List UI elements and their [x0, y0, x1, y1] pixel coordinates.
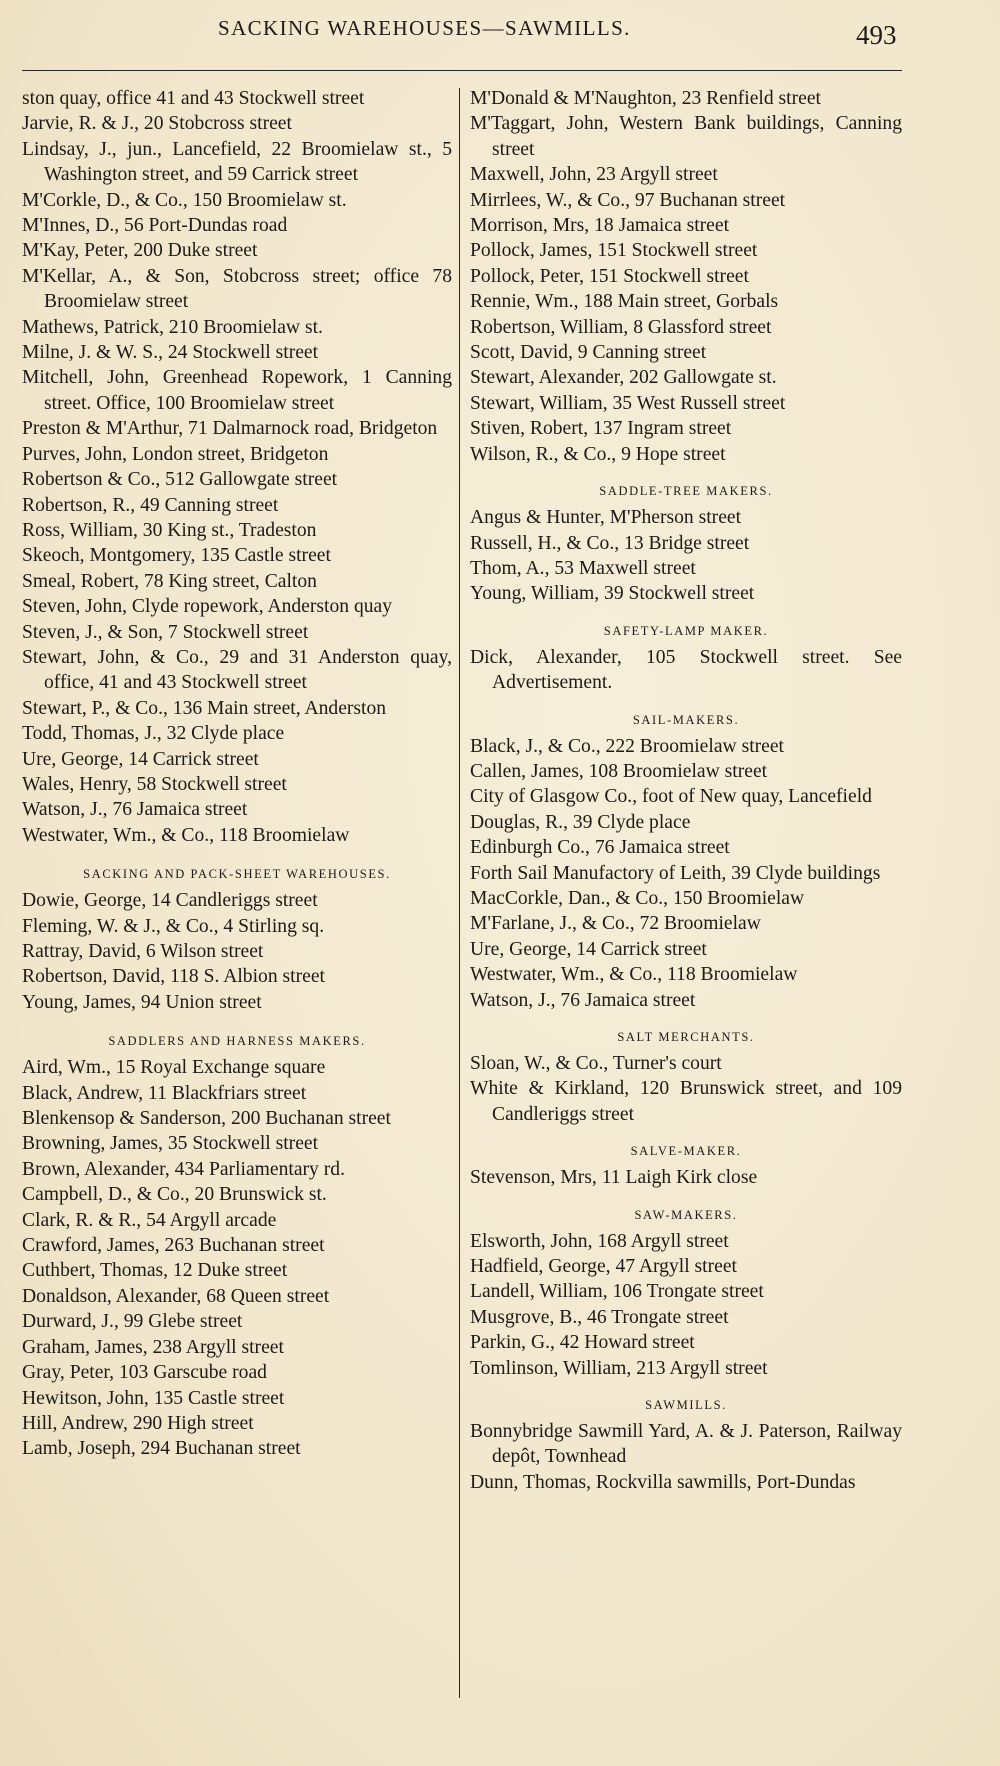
directory-entry: Skeoch, Montgomery, 135 Castle street: [22, 545, 331, 567]
directory-entry: Robertson, David, 118 S. Albion street: [22, 966, 325, 988]
directory-entry: Cuthbert, Thomas, 12 Duke street: [22, 1260, 288, 1282]
directory-entry: Black, J., & Co., 222 Broomielaw street: [470, 735, 784, 757]
directory-entry: Preston & M'Arthur, 71 Dalmarnock road, Bridgeton: [22, 418, 438, 440]
directory-entry: Fleming, W. & J., & Co., 4 Stirling sq.: [22, 915, 325, 937]
directory-entry: Dowie, George, 14 Candleriggs street: [22, 890, 318, 912]
directory-entry: Brown, Alexander, 434 Parliamentary rd.: [22, 1158, 345, 1180]
directory-entry: Wales, Henry, 58 Stockwell street: [22, 773, 287, 795]
directory-entry: Parkin, G., 42 Howard street: [470, 1332, 695, 1354]
directory-entry: Rennie, Wm., 188 Main street, Gorbals: [470, 291, 779, 313]
directory-entry: Stiven, Robert, 137 Ingram street: [470, 418, 732, 440]
directory-entry: Tomlinson, William, 213 Argyll street: [470, 1357, 768, 1379]
directory-entry: M'Innes, D., 56 Port-Dundas road: [22, 215, 288, 237]
left-column: [22, 86, 452, 1462]
section-heading: SALT MERCHANTS.: [617, 1030, 755, 1044]
directory-entry: Mirrlees, W., & Co., 97 Buchanan street: [470, 189, 786, 211]
directory-entry: Angus & Hunter, M'Pherson street: [470, 507, 742, 529]
directory-entry: Edinburgh Co., 76 Jamaica street: [470, 837, 730, 859]
directory-entry: Russell, H., & Co., 13 Bridge street: [470, 532, 750, 554]
section-heading: SADDLERS AND HARNESS MAKERS.: [108, 1034, 366, 1049]
directory-entry: Douglas, R., 39 Clyde place: [470, 811, 691, 833]
directory-entry: Bonnybridge Sawmill Yard, A. & J. Paterson, Railway depôt, Townhead: [470, 1421, 902, 1468]
directory-entry: Robertson & Co., 512 Gallowgate street: [22, 469, 338, 491]
section-heading: SALVE-MAKER.: [630, 1144, 742, 1159]
directory-entry: Mathews, Patrick, 210 Broomielaw st.: [22, 316, 323, 338]
directory-entry: Pollock, Peter, 151 Stockwell street: [470, 265, 749, 287]
directory-entry: Ross, William, 30 King st., Tradeston: [22, 519, 317, 541]
directory-entry: Purves, John, London street, Bridgeton: [22, 443, 329, 465]
directory-entry: Graham, James, 238 Argyll street: [22, 1336, 284, 1358]
directory-entry: Lamb, Joseph, 294 Buchanan street: [22, 1438, 301, 1460]
directory-entry: ston quay, office 41 and 43 Stockwell street: [22, 88, 365, 109]
directory-entry: M'Farlane, J., & Co., 72 Broomielaw: [470, 913, 761, 935]
directory-entry: Morrison, Mrs, 18 Jamaica street: [470, 215, 730, 237]
directory-entry: Robertson, William, 8 Glassford street: [470, 316, 772, 338]
directory-entry: Hewitson, John, 135 Castle street: [22, 1387, 285, 1409]
column-divider: [459, 88, 460, 1698]
section-heading: SAW-MAKERS.: [634, 1207, 738, 1222]
directory-entry: Stevenson, Mrs, 11 Laigh Kirk close: [470, 1167, 758, 1189]
directory-entry: Durward, J., 99 Glebe street: [22, 1311, 243, 1333]
directory-entry: Todd, Thomas, J., 32 Clyde place: [22, 723, 285, 745]
directory-entry: Steven, John, Clyde ropework, Anderston quay: [22, 596, 393, 618]
directory-entry: Musgrove, B., 46 Trongate street: [470, 1306, 729, 1328]
directory-entry: Hill, Andrew, 290 High street: [22, 1412, 254, 1434]
directory-entry: Hadfield, George, 47 Argyll street: [470, 1256, 737, 1278]
directory-entry: M'Kellar, A., & Son, Stobcross street; office 78 Broomielaw street: [22, 265, 452, 313]
page-number: 493: [856, 20, 897, 50]
directory-entry: Maxwell, John, 23 Argyll street: [470, 164, 718, 186]
directory-entry: Smeal, Robert, 78 King street, Calton: [22, 570, 317, 592]
directory-entry: Aird, Wm., 15 Royal Exchange square: [22, 1057, 326, 1079]
directory-entry: Jarvie, R. & J., 20 Stobcross street: [22, 113, 292, 135]
directory-entry: Blenkensop & Sanderson, 200 Buchanan street: [22, 1108, 391, 1130]
page-title: SACKING WAREHOUSES—SAWMILLS.: [218, 16, 631, 40]
directory-entry: Donaldson, Alexander, 68 Queen street: [22, 1285, 330, 1307]
directory-entry: Milne, J. & W. S., 24 Stockwell street: [22, 342, 319, 364]
directory-entry: Browning, James, 35 Stockwell street: [22, 1133, 319, 1155]
directory-entry: M'Kay, Peter, 200 Duke street: [22, 240, 258, 262]
directory-entry: Stewart, Alexander, 202 Gallowgate st.: [470, 367, 777, 389]
directory-entry: Steven, J., & Son, 7 Stockwell street: [22, 621, 309, 643]
directory-entry: Pollock, James, 151 Stockwell street: [470, 240, 758, 262]
section-heading: SAWMILLS.: [645, 1398, 727, 1413]
directory-entry: Wilson, R., & Co., 9 Hope street: [470, 443, 726, 465]
directory-entry: Dunn, Thomas, Rockvilla sawmills, Port-Dundas: [470, 1471, 856, 1493]
section-heading: SAFETY-LAMP MAKER.: [603, 623, 769, 638]
directory-entry: Campbell, D., & Co., 20 Brunswick st.: [22, 1184, 327, 1206]
directory-entry: White & Kirkland, 120 Brunswick street, and 109 Candleriggs street: [470, 1078, 902, 1125]
directory-entry: Lindsay, J., jun., Lancefield, 22 Broomielaw st., 5 Washington street, and 59 Carrick street: [22, 138, 452, 186]
directory-entry: Stewart, John, & Co., 29 and 31 Anderston quay, office, 41 and 43 Stockwell street: [22, 646, 452, 694]
directory-entry: Ure, George, 14 Carrick street: [22, 748, 259, 770]
directory-entry: City of Glasgow Co., foot of New quay, Lancefield: [470, 786, 872, 808]
directory-entry: Watson, J., 76 Jamaica street: [470, 989, 696, 1011]
directory-entry: Clark, R. & R., 54 Argyll arcade: [22, 1209, 277, 1231]
directory-entry: Watson, J., 76 Jamaica street: [22, 799, 248, 821]
directory-entry: Stewart, William, 35 West Russell street: [470, 392, 786, 414]
directory-entry: Ure, George, 14 Carrick street: [470, 938, 707, 960]
directory-entry: Westwater, Wm., & Co., 118 Broomielaw: [22, 824, 350, 846]
directory-entry: Young, James, 94 Union street: [22, 991, 262, 1013]
directory-entry: Scott, David, 9 Canning street: [470, 342, 707, 364]
section-heading: SACKING AND PACK-SHEET WAREHOUSES.: [83, 867, 391, 882]
directory-entry: Crawford, James, 263 Buchanan street: [22, 1235, 325, 1257]
directory-entry: Gray, Peter, 103 Garscube road: [22, 1362, 267, 1384]
directory-entry: Westwater, Wm., & Co., 118 Broomielaw: [470, 964, 798, 986]
directory-entry: M'Donald & M'Naughton, 23 Renfield street: [470, 88, 821, 109]
directory-entry: Landell, William, 106 Trongate street: [470, 1281, 764, 1303]
section-heading: SAIL-MAKERS.: [632, 712, 740, 727]
directory-entry: Elsworth, John, 168 Argyll street: [470, 1230, 729, 1252]
header-rule: [22, 70, 902, 71]
directory-entry: Mitchell, John, Greenhead Ropework, 1 Canning street. Office, 100 Broomielaw street: [22, 367, 452, 414]
directory-entry: Thom, A., 53 Maxwell street: [470, 557, 696, 579]
directory-entry: Young, William, 39 Stockwell street: [470, 583, 755, 605]
right-column: [470, 86, 902, 1495]
directory-entry: Rattray, David, 6 Wilson street: [22, 941, 264, 962]
directory-entry: Robertson, R., 49 Canning street: [22, 494, 279, 516]
directory-entry: Sloan, W., & Co., Turner's court: [470, 1053, 722, 1074]
section-heading: SADDLE-TREE MAKERS.: [599, 484, 773, 499]
directory-entry: Dick, Alexander, 105 Stockwell street. See Advertisement.: [470, 646, 902, 694]
directory-entry: Forth Sail Manufactory of Leith, 39 Clyde buildings: [470, 862, 881, 884]
directory-entry: Stewart, P., & Co., 136 Main street, Anderston: [22, 697, 387, 719]
directory-entry: M'Corkle, D., & Co., 150 Broomielaw st.: [22, 189, 347, 211]
directory-entry: M'Taggart, John, Western Bank buildings, Canning street: [470, 113, 902, 160]
running-head: [0, 16, 1000, 56]
directory-entry: MacCorkle, Dan., & Co., 150 Broomielaw: [470, 887, 805, 909]
directory-entry: Black, Andrew, 11 Blackfriars street: [22, 1082, 307, 1104]
directory-entry: Callen, James, 108 Broomielaw street: [470, 760, 768, 782]
